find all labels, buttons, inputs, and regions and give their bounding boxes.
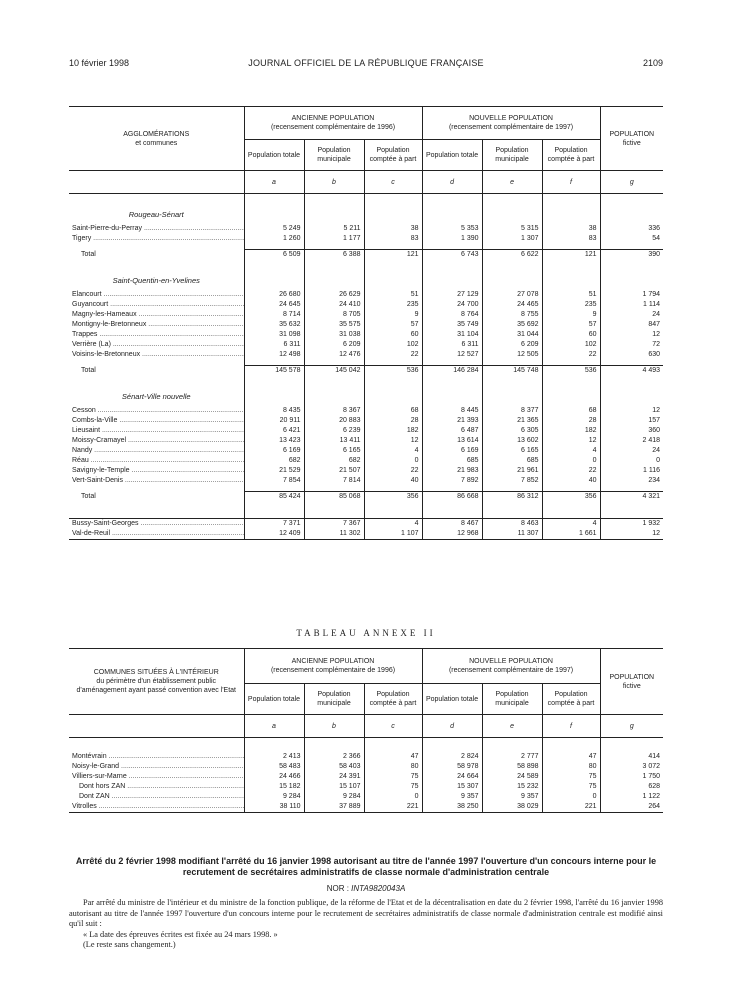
- value-cell: 47: [542, 752, 600, 762]
- col-totale: Population totale: [244, 140, 304, 171]
- anc-pop-header: ANCIENNE POPULATION (recensement complémentaire de 1996): [244, 107, 422, 140]
- value-cell: 221: [542, 802, 600, 813]
- value-cell: 7 367: [304, 519, 364, 530]
- value-cell: 6 209: [482, 340, 542, 350]
- communes-header: COMMUNES SITUÉES À L'INTÉRIEUR du périmètre d'un établissement public d'aménagement ayant passé convention avec l'Etat: [69, 649, 244, 715]
- value-cell: 13 602: [482, 436, 542, 446]
- value-cell: 11 307: [482, 529, 542, 540]
- annex-title: TABLEAU ANNEXE II: [296, 628, 436, 638]
- value-cell: 4: [364, 446, 422, 456]
- value-cell: 145 748: [482, 366, 542, 377]
- value-cell: 13 423: [244, 436, 304, 446]
- value-cell: 58 403: [304, 762, 364, 772]
- value-cell: 628: [600, 782, 663, 792]
- value-cell: 58 978: [422, 762, 482, 772]
- value-cell: 8 714: [244, 310, 304, 320]
- value-cell: 146 284: [422, 366, 482, 377]
- value-cell: 60: [542, 330, 600, 340]
- value-cell: 20 911: [244, 416, 304, 426]
- commune-name: Réau .....: [69, 456, 244, 466]
- value-cell: 8 377: [482, 406, 542, 416]
- value-cell: 2 366: [304, 752, 364, 762]
- value-cell: 4 493: [600, 366, 663, 377]
- arrete-title: Arrêté du 2 février 1998 modifiant l'arrêté du 16 janvier 1998 autorisant au titre de l'année 1997 l'ouverture d'un concours interne pour le recrutement de secrétaires administratifs de classe normale d'administration centrale: [75, 856, 657, 877]
- value-cell: 336: [600, 224, 663, 234]
- commune-name: Montévrain .....: [69, 752, 244, 762]
- value-cell: 22: [542, 350, 600, 360]
- col-part: Population comptée à part: [542, 140, 600, 171]
- value-cell: 21 507: [304, 466, 364, 476]
- value-cell: 85 068: [304, 492, 364, 503]
- value-cell: 15 182: [244, 782, 304, 792]
- value-cell: 31 098: [244, 330, 304, 340]
- value-cell: 121: [364, 250, 422, 261]
- value-cell: 2 777: [482, 752, 542, 762]
- value-cell: 6 169: [244, 446, 304, 456]
- value-cell: 8 705: [304, 310, 364, 320]
- value-cell: 80: [364, 762, 422, 772]
- value-cell: 22: [364, 466, 422, 476]
- col-totale: Population totale: [422, 140, 482, 171]
- spacer-row: [69, 194, 663, 211]
- value-cell: 24 391: [304, 772, 364, 782]
- value-cell: 7 854: [244, 476, 304, 486]
- value-cell: 536: [364, 366, 422, 377]
- nouv-pop-header: NOUVELLE POPULATION (recensement complémentaire de 1997): [422, 107, 600, 140]
- value-cell: 682: [304, 456, 364, 466]
- total-row: [69, 492, 663, 503]
- nor-label: NOR :: [326, 884, 352, 893]
- value-cell: 57: [542, 320, 600, 330]
- table-row: [69, 350, 663, 360]
- table-row: [69, 772, 663, 782]
- col-municipale: Population municipale: [482, 684, 542, 715]
- table-row: [69, 406, 663, 416]
- value-cell: 1 177: [304, 234, 364, 244]
- value-cell: 58 898: [482, 762, 542, 772]
- value-cell: 4: [542, 446, 600, 456]
- value-cell: 0: [542, 792, 600, 802]
- value-cell: 102: [542, 340, 600, 350]
- col-municipale: Population municipale: [304, 140, 364, 171]
- value-cell: 360: [600, 426, 663, 436]
- value-cell: 7 852: [482, 476, 542, 486]
- table-row: [69, 224, 663, 234]
- value-cell: 40: [364, 476, 422, 486]
- value-cell: 35 692: [482, 320, 542, 330]
- value-cell: 15 307: [422, 782, 482, 792]
- value-cell: 13 411: [304, 436, 364, 446]
- table-row: [69, 330, 663, 340]
- value-cell: 1 661: [542, 529, 600, 540]
- section-title-row: [69, 392, 663, 402]
- value-cell: 8 367: [304, 406, 364, 416]
- commune-name: Total: [81, 492, 96, 500]
- commune-name: Trappes .....: [69, 330, 244, 340]
- commune-name: Vitrolles .....: [69, 802, 244, 813]
- commune-name: Bussy-Saint-Georges .....: [69, 519, 244, 530]
- value-cell: 83: [364, 234, 422, 244]
- value-cell: 1 307: [482, 234, 542, 244]
- value-cell: 414: [600, 752, 663, 762]
- total-row: [69, 366, 663, 377]
- value-cell: 72: [600, 340, 663, 350]
- value-cell: 11 302: [304, 529, 364, 540]
- column-letters: a b c d e f g: [69, 171, 663, 194]
- value-cell: 356: [364, 492, 422, 503]
- commune-name: Dont ZAN .....: [69, 792, 244, 802]
- value-cell: 8 764: [422, 310, 482, 320]
- value-cell: 6 305: [482, 426, 542, 436]
- value-cell: 121: [542, 250, 600, 261]
- col-part: Population comptée à part: [364, 140, 422, 171]
- arrete-paragraph: Par arrêté du ministre de l'intérieur et du ministre de la fonction publique, de la réforme de l'Etat et de la décentralisation en date du 2 février 1998, l'arrêté du 16 janvier 1998 autorisant au titre de l'année 1997 l'ouverture d'un concours interne pour le recrutement de secrétaires administratifs de classe normale d'administration centrale est modifié ainsi qu'il suit :: [69, 898, 663, 928]
- value-cell: 8 463: [482, 519, 542, 530]
- value-cell: 6 311: [244, 340, 304, 350]
- value-cell: 75: [364, 782, 422, 792]
- column-letters: a b c d e f g: [69, 715, 663, 738]
- section-title: Saint-Quentin-en-Yvelines: [112, 276, 200, 285]
- table-row: [69, 792, 663, 802]
- value-cell: 38 250: [422, 802, 482, 813]
- value-cell: 6 239: [304, 426, 364, 436]
- value-cell: 26 680: [244, 290, 304, 300]
- value-cell: 12 476: [304, 350, 364, 360]
- value-cell: 24: [600, 310, 663, 320]
- value-cell: 0: [364, 456, 422, 466]
- commune-name: Magny-les-Hameaux .....: [69, 310, 244, 320]
- fictive-header: POPULATION fictive: [600, 649, 663, 715]
- value-cell: 6 388: [304, 250, 364, 261]
- value-cell: 0: [600, 456, 663, 466]
- value-cell: 15 232: [482, 782, 542, 792]
- value-cell: 51: [542, 290, 600, 300]
- value-cell: 31 044: [482, 330, 542, 340]
- value-cell: 6 165: [482, 446, 542, 456]
- nor-reference: [69, 884, 663, 893]
- value-cell: 12: [542, 436, 600, 446]
- value-cell: 2 413: [244, 752, 304, 762]
- table-row: [69, 340, 663, 350]
- spacer-row: [69, 376, 663, 392]
- value-cell: 6 209: [304, 340, 364, 350]
- commune-name: Combs-la-Ville .....: [69, 416, 244, 426]
- commune-name: Villiers-sur-Marne .....: [69, 772, 244, 782]
- value-cell: 1 794: [600, 290, 663, 300]
- value-cell: 38 029: [482, 802, 542, 813]
- value-cell: 8 445: [422, 406, 482, 416]
- value-cell: 1 932: [600, 519, 663, 530]
- value-cell: 9 284: [304, 792, 364, 802]
- value-cell: 24: [600, 446, 663, 456]
- commune-name: Savigny-le-Temple .....: [69, 466, 244, 476]
- commune-name: Nandy .....: [69, 446, 244, 456]
- header-date: 10 février 1998: [69, 58, 130, 68]
- value-cell: 28: [542, 416, 600, 426]
- value-cell: 37 889: [304, 802, 364, 813]
- section-title: Rougeau-Sénart: [128, 210, 184, 219]
- arrete-body: [69, 898, 663, 951]
- value-cell: 12 527: [422, 350, 482, 360]
- value-cell: 24 465: [482, 300, 542, 310]
- value-cell: 4 321: [600, 492, 663, 503]
- commune-name: Vert-Saint-Denis .....: [69, 476, 244, 486]
- value-cell: 9 357: [482, 792, 542, 802]
- spacer-row: [69, 502, 663, 519]
- commune-name: Noisy-le-Grand .....: [69, 762, 244, 772]
- commune-name: Saint-Pierre-du-Perray .....: [69, 224, 244, 234]
- value-cell: 24 466: [244, 772, 304, 782]
- value-cell: 685: [482, 456, 542, 466]
- value-cell: 20 883: [304, 416, 364, 426]
- table-row: [69, 752, 663, 762]
- value-cell: 7 814: [304, 476, 364, 486]
- commune-name: Total: [81, 366, 96, 374]
- value-cell: 9 284: [244, 792, 304, 802]
- value-cell: 7 371: [244, 519, 304, 530]
- value-cell: 24 410: [304, 300, 364, 310]
- commune-name: Voisins-le-Bretonneux .....: [69, 350, 244, 360]
- value-cell: 157: [600, 416, 663, 426]
- table-row: [69, 529, 663, 540]
- table-row: [69, 290, 663, 300]
- value-cell: 847: [600, 320, 663, 330]
- value-cell: 9: [542, 310, 600, 320]
- table-row: [69, 782, 663, 792]
- table-row: [69, 416, 663, 426]
- table-row: [69, 762, 663, 772]
- population-table-1: [69, 106, 663, 540]
- arrete-note: (Le reste sans changement.): [83, 940, 176, 949]
- value-cell: 235: [364, 300, 422, 310]
- value-cell: 182: [364, 426, 422, 436]
- value-cell: 68: [542, 406, 600, 416]
- value-cell: 21 961: [482, 466, 542, 476]
- value-cell: 5 249: [244, 224, 304, 234]
- value-cell: 221: [364, 802, 422, 813]
- col-part: Population comptée à part: [542, 684, 600, 715]
- col-part: Population comptée à part: [364, 684, 422, 715]
- value-cell: 85 424: [244, 492, 304, 503]
- value-cell: 27 129: [422, 290, 482, 300]
- value-cell: 4: [542, 519, 600, 530]
- col-municipale: Population municipale: [304, 684, 364, 715]
- value-cell: 38: [542, 224, 600, 234]
- value-cell: 1 750: [600, 772, 663, 782]
- value-cell: 24 700: [422, 300, 482, 310]
- table-row: [69, 310, 663, 320]
- value-cell: 21 365: [482, 416, 542, 426]
- anc-pop-header: ANCIENNE POPULATION (recensement complémentaire de 1996): [244, 649, 422, 684]
- spacer-row: [69, 260, 663, 276]
- value-cell: 1 107: [364, 529, 422, 540]
- value-cell: 21 983: [422, 466, 482, 476]
- agglo-header: AGGLOMÉRATIONS et communes: [69, 107, 244, 171]
- value-cell: 5 353: [422, 224, 482, 234]
- table-row: [69, 466, 663, 476]
- value-cell: 6 421: [244, 426, 304, 436]
- value-cell: 145 042: [304, 366, 364, 377]
- value-cell: 356: [542, 492, 600, 503]
- value-cell: 21 393: [422, 416, 482, 426]
- col-totale: Population totale: [422, 684, 482, 715]
- value-cell: 12: [600, 406, 663, 416]
- value-cell: 235: [542, 300, 600, 310]
- page-number: 2109: [642, 58, 663, 68]
- table-row: [69, 300, 663, 310]
- value-cell: 68: [364, 406, 422, 416]
- value-cell: 28: [364, 416, 422, 426]
- value-cell: 27 078: [482, 290, 542, 300]
- value-cell: 12: [600, 330, 663, 340]
- fictive-header: POPULATION fictive: [600, 107, 663, 171]
- value-cell: 80: [542, 762, 600, 772]
- table-row: [69, 519, 663, 530]
- value-cell: 536: [542, 366, 600, 377]
- value-cell: 12 968: [422, 529, 482, 540]
- value-cell: 8 755: [482, 310, 542, 320]
- value-cell: 26 629: [304, 290, 364, 300]
- value-cell: 7 892: [422, 476, 482, 486]
- value-cell: 234: [600, 476, 663, 486]
- value-cell: 264: [600, 802, 663, 813]
- value-cell: 390: [600, 250, 663, 261]
- value-cell: 31 104: [422, 330, 482, 340]
- value-cell: 1 114: [600, 300, 663, 310]
- value-cell: 57: [364, 320, 422, 330]
- commune-name: Verrière (La) .....: [69, 340, 244, 350]
- spacer-row: [69, 738, 663, 753]
- value-cell: 51: [364, 290, 422, 300]
- table-row: [69, 802, 663, 813]
- value-cell: 6 622: [482, 250, 542, 261]
- value-cell: 1 116: [600, 466, 663, 476]
- value-cell: 38: [364, 224, 422, 234]
- value-cell: 60: [364, 330, 422, 340]
- table-row: [69, 436, 663, 446]
- value-cell: 24 645: [244, 300, 304, 310]
- col-municipale: Population municipale: [482, 140, 542, 171]
- value-cell: 40: [542, 476, 600, 486]
- table-row: [69, 476, 663, 486]
- value-cell: 86 312: [482, 492, 542, 503]
- value-cell: 4: [364, 519, 422, 530]
- value-cell: 102: [364, 340, 422, 350]
- value-cell: 685: [422, 456, 482, 466]
- value-cell: 145 578: [244, 366, 304, 377]
- value-cell: 47: [364, 752, 422, 762]
- value-cell: 21 529: [244, 466, 304, 476]
- section-title-row: [69, 210, 663, 220]
- journal-title: JOURNAL OFFICIEL DE LA RÉPUBLIQUE FRANÇAISE: [248, 58, 484, 68]
- table-row: [69, 234, 663, 244]
- arrete-quote: « La date des épreuves écrites est fixée au 24 mars 1998. »: [83, 929, 278, 939]
- value-cell: 1 390: [422, 234, 482, 244]
- value-cell: 22: [542, 466, 600, 476]
- commune-name: Total: [81, 250, 96, 258]
- value-cell: 5 211: [304, 224, 364, 234]
- population-table-2: [69, 648, 663, 813]
- commune-name: Montigny-le-Bretonneux .....: [69, 320, 244, 330]
- commune-name: Tigery .....: [69, 234, 244, 244]
- value-cell: 12: [600, 529, 663, 540]
- value-cell: 75: [542, 772, 600, 782]
- value-cell: 12 505: [482, 350, 542, 360]
- value-cell: 83: [542, 234, 600, 244]
- value-cell: 3 072: [600, 762, 663, 772]
- value-cell: 24 664: [422, 772, 482, 782]
- value-cell: 12 409: [244, 529, 304, 540]
- value-cell: 22: [364, 350, 422, 360]
- value-cell: 75: [364, 772, 422, 782]
- col-totale: Population totale: [244, 684, 304, 715]
- value-cell: 9: [364, 310, 422, 320]
- value-cell: 8 467: [422, 519, 482, 530]
- value-cell: 8 435: [244, 406, 304, 416]
- value-cell: 86 668: [422, 492, 482, 503]
- commune-name: Guyancourt .....: [69, 300, 244, 310]
- commune-name: Val-de-Reuil .....: [69, 529, 244, 540]
- table-row: [69, 446, 663, 456]
- value-cell: 58 483: [244, 762, 304, 772]
- value-cell: 12 498: [244, 350, 304, 360]
- value-cell: 682: [244, 456, 304, 466]
- value-cell: 2 824: [422, 752, 482, 762]
- value-cell: 54: [600, 234, 663, 244]
- value-cell: 182: [542, 426, 600, 436]
- commune-name: Cesson .....: [69, 406, 244, 416]
- value-cell: 6 743: [422, 250, 482, 261]
- section-title-row: [69, 276, 663, 286]
- value-cell: 0: [542, 456, 600, 466]
- value-cell: 9 357: [422, 792, 482, 802]
- value-cell: 0: [364, 792, 422, 802]
- value-cell: 1 260: [244, 234, 304, 244]
- value-cell: 6 169: [422, 446, 482, 456]
- value-cell: 38 110: [244, 802, 304, 813]
- table-row: [69, 456, 663, 466]
- nouv-pop-header: NOUVELLE POPULATION (recensement complémentaire de 1997): [422, 649, 600, 684]
- table-row: [69, 320, 663, 330]
- value-cell: 6 509: [244, 250, 304, 261]
- total-row: [69, 250, 663, 261]
- value-cell: 35 749: [422, 320, 482, 330]
- section-title: Sénart-Ville nouvelle: [121, 392, 191, 401]
- value-cell: 6 487: [422, 426, 482, 436]
- commune-name: Dont hors ZAN .....: [69, 782, 244, 792]
- value-cell: 35 575: [304, 320, 364, 330]
- commune-name: Elancourt .....: [69, 290, 244, 300]
- value-cell: 35 632: [244, 320, 304, 330]
- commune-name: Moissy-Cramayel .....: [69, 436, 244, 446]
- value-cell: 15 107: [304, 782, 364, 792]
- nor-code: INTA9820043A: [351, 884, 406, 893]
- value-cell: 630: [600, 350, 663, 360]
- table-row: [69, 426, 663, 436]
- value-cell: 6 165: [304, 446, 364, 456]
- value-cell: 75: [542, 782, 600, 792]
- value-cell: 5 315: [482, 224, 542, 234]
- value-cell: 31 038: [304, 330, 364, 340]
- value-cell: 2 418: [600, 436, 663, 446]
- value-cell: 24 589: [482, 772, 542, 782]
- value-cell: 6 311: [422, 340, 482, 350]
- value-cell: 1 122: [600, 792, 663, 802]
- commune-name: Lieusaint .....: [69, 426, 244, 436]
- value-cell: 12: [364, 436, 422, 446]
- value-cell: 13 614: [422, 436, 482, 446]
